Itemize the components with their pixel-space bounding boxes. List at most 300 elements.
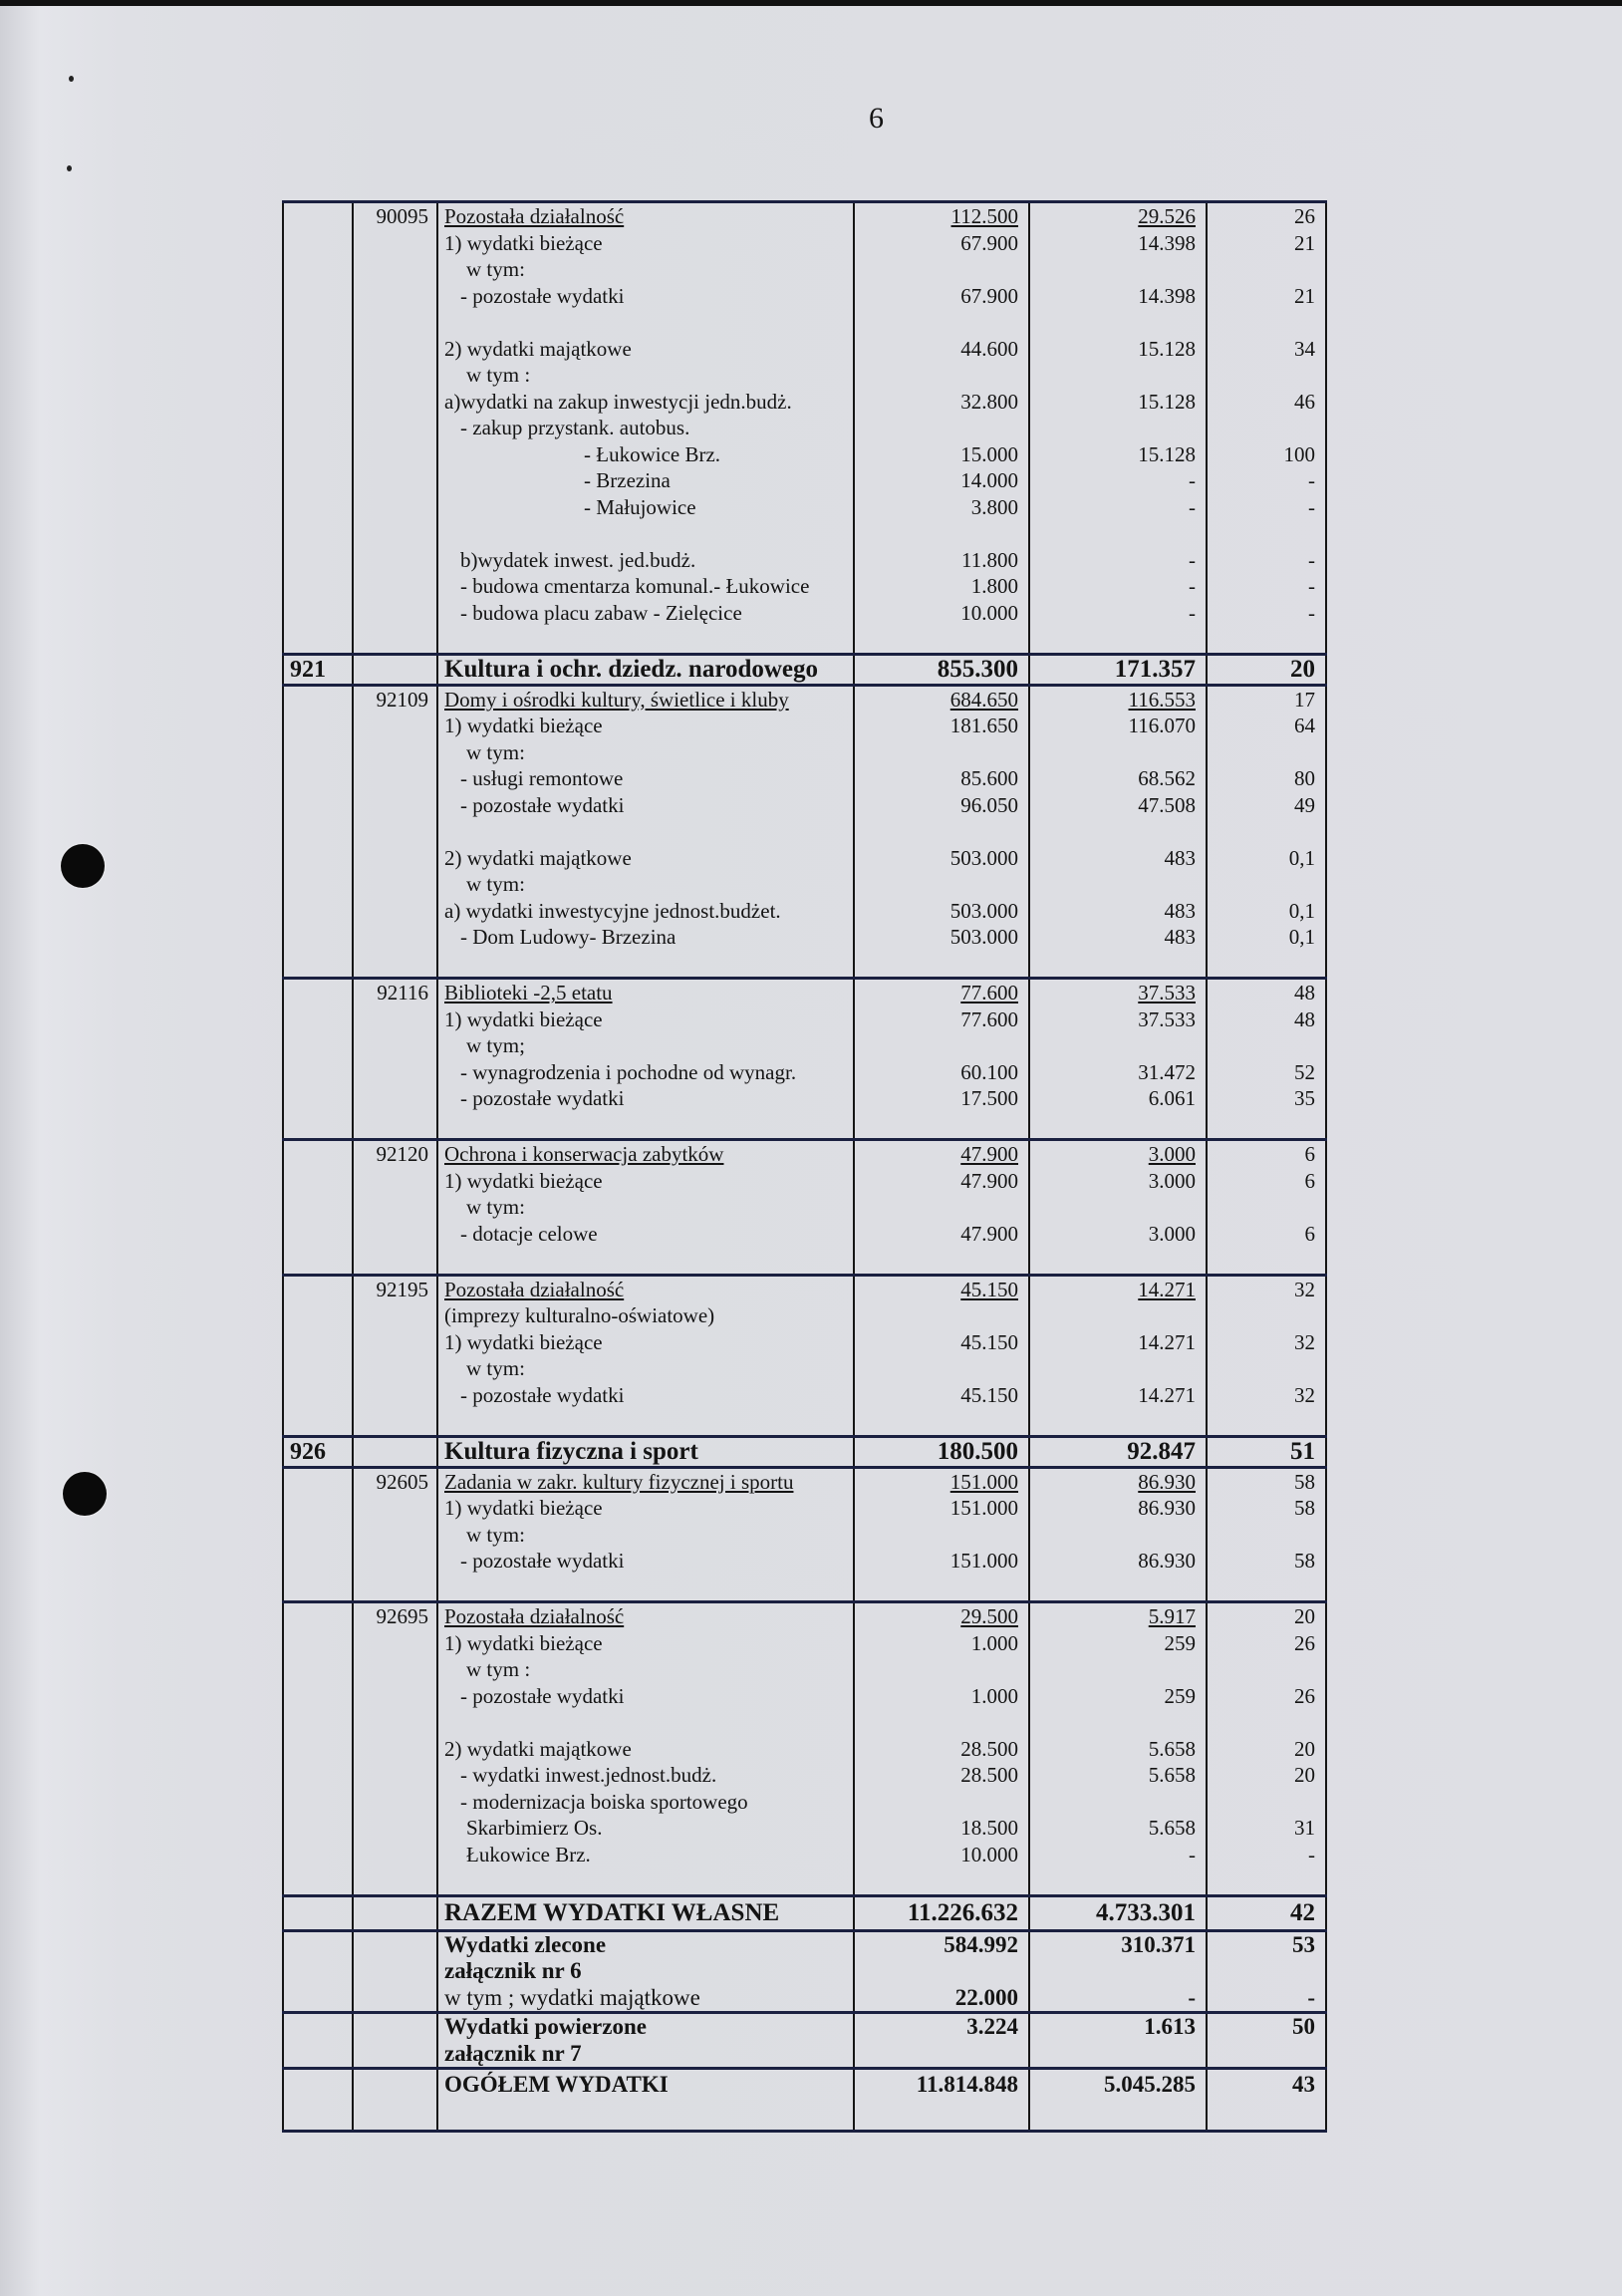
row-plan: 44.600	[960, 336, 1018, 361]
section-code-cell	[283, 1275, 353, 1436]
row-description: - budowa cmentarza komunal.- Łukowice	[460, 574, 810, 598]
total-percent-cell	[1207, 1930, 1326, 2013]
row-description: w tym:	[466, 1522, 525, 1547]
row-execution	[1030, 520, 1196, 547]
execution-cell	[1029, 1275, 1207, 1436]
powierzone-annex: załącznik nr 7	[444, 2040, 582, 2066]
empty-cell	[353, 654, 437, 685]
row-execution	[1030, 626, 1196, 653]
row-plan: 15.000	[960, 441, 1018, 466]
grand-total-execution: 5.045.285	[1104, 2072, 1196, 2097]
row-description: - pozostałe wydatki	[460, 1549, 625, 1573]
row-plan: 684.650	[949, 687, 1018, 712]
row-percent: 20	[1294, 1763, 1315, 1787]
subsection-code: 92109	[376, 687, 428, 712]
row-plan: 181.650	[949, 714, 1018, 737]
row-plan	[855, 1194, 1018, 1221]
row-description: 1) wydatki bieżące	[444, 1168, 603, 1193]
row-plan: 151.000	[949, 1496, 1018, 1520]
row-description	[444, 1709, 853, 1736]
row-description: b)wydatek inwest. jed.budż.	[460, 547, 696, 572]
row-plan	[855, 1656, 1018, 1683]
grand-total-label: OGÓŁEM WYDATKI	[444, 2072, 669, 2097]
row-execution: 3.000	[1148, 1221, 1196, 1246]
row-plan: 151.000	[949, 1549, 1018, 1573]
empty-cell	[353, 1436, 437, 1467]
row-description: a) wydatki inwestycyjne jednost.budżet.	[444, 898, 781, 923]
row-execution: 14.398	[1138, 230, 1196, 255]
blank	[1208, 2041, 1315, 2068]
row-description: (imprezy kulturalno-oświatowe)	[444, 1303, 715, 1327]
powierzone-label: Wydatki powierzone	[444, 2014, 647, 2039]
row-percent: 80	[1294, 766, 1315, 790]
row-percent	[1208, 362, 1315, 389]
blank	[855, 2099, 1018, 2126]
row-plan: 1.000	[970, 1630, 1018, 1655]
row-description: - zakup przystank. autobus.	[460, 416, 690, 439]
row-percent: 0,1	[1288, 845, 1315, 870]
row-execution	[1030, 1709, 1196, 1736]
empty-cell	[283, 2013, 353, 2069]
subsection-code-cell	[353, 685, 437, 979]
empty-cell	[283, 2069, 353, 2132]
row-plan: 151.000	[949, 1469, 1018, 1494]
row-plan: 3.800	[970, 494, 1018, 519]
description-cell	[437, 202, 854, 655]
row-description	[444, 818, 853, 845]
row-plan: 45.150	[960, 1277, 1018, 1301]
row-plan	[855, 1867, 1018, 1894]
total-percent-cell	[1207, 2069, 1326, 2132]
row-description	[444, 1575, 853, 1601]
subsection-row	[283, 979, 1326, 1140]
subsection-row	[283, 202, 1326, 655]
row-plan	[855, 520, 1018, 547]
total-percent-cell	[1207, 1895, 1326, 1930]
row-execution: 37.533	[1138, 981, 1196, 1004]
row-execution	[1030, 1032, 1196, 1059]
zlecone-execution: 310.371	[1121, 1931, 1196, 1957]
grand-total-plan: 11.814.848	[916, 2072, 1018, 2097]
row-plan: 96.050	[960, 792, 1018, 817]
row-execution: 483	[1164, 845, 1196, 870]
row-percent: 26	[1294, 1683, 1315, 1708]
row-description: 1) wydatki bieżące	[444, 714, 603, 737]
row-execution: 259	[1164, 1630, 1196, 1655]
row-description: a)wydatki na zakup inwestycji jedn.budż.	[444, 389, 792, 414]
subsection-code: 92120	[376, 1142, 428, 1166]
row-plan: 47.900	[960, 1142, 1018, 1166]
section-name: Kultura i ochr. dziedz. narodowego	[437, 654, 854, 685]
zlecone-sub-label: w tym ; wydatki majątkowe	[444, 1984, 700, 2010]
row-percent	[1208, 1194, 1315, 1221]
row-execution: 116.553	[1128, 687, 1196, 712]
section-percent: 20	[1207, 654, 1326, 685]
zlecone-percent: 53	[1292, 1931, 1315, 1957]
row-percent	[1208, 1656, 1315, 1683]
zlecone-label: Wydatki zlecone	[444, 1931, 607, 1957]
zlecone-row	[283, 1930, 1326, 2013]
row-plan: 45.150	[960, 1382, 1018, 1407]
row-description: Zadania w zakr. kultury fizycznej i sportu	[444, 1469, 794, 1494]
row-plan: 11.800	[961, 547, 1018, 572]
expenditure-table	[282, 200, 1327, 2133]
row-plan: 67.900	[960, 230, 1018, 255]
row-execution: 3.000	[1148, 1168, 1196, 1193]
row-percent	[1208, 1408, 1315, 1435]
row-plan: 10.000	[960, 600, 1018, 625]
row-plan: 10.000	[960, 1842, 1018, 1866]
blank	[444, 2099, 853, 2126]
subsection-row	[283, 685, 1326, 979]
total-label-cell	[437, 1930, 854, 2013]
row-description: 2) wydatki majątkowe	[444, 1736, 632, 1761]
row-description: Pozostała działalność	[444, 1277, 625, 1301]
total-plan-cell	[854, 2069, 1029, 2132]
section-code: 921	[283, 654, 353, 685]
row-percent: 64	[1294, 714, 1315, 737]
row-description: w tym;	[466, 1033, 525, 1057]
row-plan: 77.600	[960, 1006, 1018, 1031]
row-execution	[1030, 739, 1196, 766]
row-percent: 100	[1283, 441, 1315, 466]
subsection-code-cell	[353, 202, 437, 655]
row-execution: -	[1189, 468, 1196, 492]
row-description: 2) wydatki majątkowe	[444, 845, 632, 870]
row-plan: 18.500	[960, 1816, 1018, 1840]
description-cell	[437, 1602, 854, 1896]
section-code-cell	[283, 202, 353, 655]
row-execution	[1030, 1112, 1196, 1139]
row-percent: 20	[1294, 1736, 1315, 1761]
execution-cell	[1029, 979, 1207, 1140]
execution-cell	[1029, 685, 1207, 979]
row-percent: 32	[1294, 1277, 1315, 1301]
row-percent	[1208, 626, 1315, 653]
row-percent: 49	[1294, 792, 1315, 817]
row-description: - pozostałe wydatki	[460, 1382, 625, 1407]
execution-cell	[1029, 1140, 1207, 1276]
row-description	[444, 309, 853, 336]
empty-cell	[283, 1895, 353, 1930]
row-execution	[1030, 1302, 1196, 1329]
subsection-code-cell	[353, 1467, 437, 1602]
row-percent: 20	[1294, 1604, 1315, 1628]
row-percent: 58	[1294, 1496, 1315, 1520]
row-description	[444, 1247, 853, 1274]
speck	[69, 76, 74, 82]
row-percent	[1208, 871, 1315, 898]
description-cell	[437, 1140, 854, 1276]
row-execution: 5.658	[1148, 1816, 1196, 1840]
row-percent	[1208, 1032, 1315, 1059]
row-description: Domy i ośrodki kultury, świetlice i kluby	[444, 687, 789, 712]
row-description	[444, 520, 853, 547]
execution-cell	[1029, 202, 1207, 655]
total-percent-cell	[1207, 2013, 1326, 2069]
percent-cell	[1207, 979, 1326, 1140]
row-plan: 17.500	[960, 1086, 1018, 1110]
percent-cell	[1207, 1467, 1326, 1602]
row-description: - wynagrodzenia i pochodne od wynagr.	[460, 1059, 797, 1084]
section-name: Kultura fizyczna i sport	[437, 1436, 854, 1467]
row-percent: 26	[1294, 1630, 1315, 1655]
row-plan: 503.000	[949, 898, 1018, 923]
row-execution	[1030, 1247, 1196, 1274]
total-execution-cell	[1029, 2069, 1207, 2132]
row-execution	[1030, 1194, 1196, 1221]
total-execution: 4.733.301	[1096, 1898, 1196, 1926]
row-description: w tym:	[466, 1195, 525, 1219]
row-description: Pozostała działalność	[444, 204, 625, 228]
row-description	[444, 626, 853, 653]
plan-cell	[854, 1275, 1029, 1436]
total-label: RAZEM WYDATKI WŁASNE	[444, 1898, 780, 1926]
row-description	[444, 1112, 853, 1139]
subsection-code-cell	[353, 979, 437, 1140]
row-plan	[855, 1302, 1018, 1329]
total-execution-cell	[1029, 1930, 1207, 2013]
row-description: - wydatki inwest.jednost.budż.	[460, 1763, 717, 1787]
row-percent: -	[1308, 574, 1315, 598]
row-percent: 58	[1294, 1469, 1315, 1494]
row-description: - pozostałe wydatki	[460, 792, 625, 817]
row-description: 1) wydatki bieżące	[444, 1329, 603, 1354]
percent-cell	[1207, 1602, 1326, 1896]
row-description: Biblioteki -2,5 etatu	[444, 981, 613, 1004]
row-percent: 35	[1294, 1086, 1315, 1110]
plan-cell	[854, 979, 1029, 1140]
blank	[1208, 1958, 1315, 1985]
powierzone-execution: 1.613	[1144, 2014, 1196, 2039]
row-execution	[1030, 362, 1196, 389]
row-plan	[855, 1112, 1018, 1139]
row-execution: 15.128	[1138, 389, 1196, 414]
row-percent	[1208, 818, 1315, 845]
percent-cell	[1207, 202, 1326, 655]
row-description: - Łukowice Brz.	[584, 441, 721, 466]
row-plan: 47.900	[960, 1221, 1018, 1246]
row-percent: 52	[1294, 1059, 1315, 1084]
row-description: - Brzezina	[584, 468, 671, 492]
row-description: Ochrona i konserwacja zabytków	[444, 1142, 724, 1166]
speck	[67, 165, 72, 171]
row-percent: 0,1	[1288, 925, 1315, 949]
page-number: 6	[869, 102, 884, 135]
row-description	[444, 1408, 853, 1435]
row-description: 2) wydatki majątkowe	[444, 336, 632, 361]
row-plan: 32.800	[960, 389, 1018, 414]
row-percent: -	[1308, 468, 1315, 492]
row-plan	[855, 256, 1018, 283]
execution-cell	[1029, 1467, 1207, 1602]
row-plan: 67.900	[960, 283, 1018, 308]
row-description: w tym:	[466, 257, 525, 281]
blank	[1208, 2099, 1315, 2126]
row-percent	[1208, 415, 1315, 441]
row-percent	[1208, 951, 1315, 978]
punch-hole-icon	[63, 1472, 107, 1516]
row-plan: 47.900	[960, 1168, 1018, 1193]
row-description: - Dom Ludowy- Brzezina	[460, 925, 676, 949]
row-execution: 5.917	[1148, 1604, 1196, 1628]
row-plan	[855, 309, 1018, 336]
row-execution: 3.000	[1148, 1142, 1196, 1166]
row-execution: 5.658	[1148, 1763, 1196, 1787]
row-percent	[1208, 1709, 1315, 1736]
row-plan: 45.150	[960, 1329, 1018, 1354]
total-plan-cell	[854, 1895, 1029, 1930]
empty-cell	[353, 1930, 437, 2013]
section-execution: 171.357	[1029, 654, 1207, 685]
total-plan-cell	[854, 1930, 1029, 2013]
row-plan: 112.500	[950, 204, 1018, 228]
plan-cell	[854, 202, 1029, 655]
row-percent: 21	[1294, 230, 1315, 255]
row-percent	[1208, 256, 1315, 283]
section-code-cell	[283, 1467, 353, 1602]
row-execution: 15.128	[1138, 441, 1196, 466]
row-execution	[1030, 309, 1196, 336]
row-description: w tym :	[466, 1657, 531, 1681]
row-plan	[855, 951, 1018, 978]
row-execution: 15.128	[1138, 336, 1196, 361]
row-percent: -	[1308, 600, 1315, 625]
row-execution	[1030, 1575, 1196, 1601]
subsection-code-cell	[353, 1140, 437, 1276]
grand-total-row	[283, 2069, 1326, 2132]
row-execution: 14.271	[1138, 1382, 1196, 1407]
row-execution: 37.533	[1138, 1006, 1196, 1031]
row-percent	[1208, 1302, 1315, 1329]
row-percent	[1208, 1789, 1315, 1816]
row-percent: 6	[1304, 1142, 1315, 1166]
row-description: w tym:	[466, 1356, 525, 1380]
row-plan	[855, 1789, 1018, 1816]
description-cell	[437, 1467, 854, 1602]
punch-hole-icon	[61, 844, 105, 888]
subsection-code-cell	[353, 1275, 437, 1436]
section-code-cell	[283, 1602, 353, 1896]
subsection-row	[283, 1602, 1326, 1896]
row-plan: 503.000	[949, 845, 1018, 870]
section-header-row	[283, 654, 1326, 685]
row-description: - pozostałe wydatki	[460, 1683, 625, 1708]
section-header-row	[283, 1436, 1326, 1467]
row-description: w tym:	[466, 739, 525, 764]
blank	[1030, 2099, 1196, 2126]
row-percent	[1208, 1867, 1315, 1894]
row-description: Skarbimierz Os.	[466, 1816, 603, 1840]
row-description: 1) wydatki bieżące	[444, 1006, 603, 1031]
row-execution	[1030, 256, 1196, 283]
row-execution: 31.472	[1138, 1059, 1196, 1084]
row-execution: -	[1189, 547, 1196, 572]
row-execution	[1030, 1789, 1196, 1816]
empty-cell	[353, 1895, 437, 1930]
powierzone-row	[283, 2013, 1326, 2069]
row-percent	[1208, 1247, 1315, 1274]
row-description	[444, 1867, 853, 1894]
row-execution: 86.930	[1138, 1469, 1196, 1494]
row-percent: 48	[1294, 1006, 1315, 1031]
section-code-cell	[283, 979, 353, 1140]
zlecone-plan: 584.992	[944, 1931, 1018, 1957]
row-plan: 503.000	[949, 925, 1018, 949]
row-description: - Małujowice	[584, 494, 696, 519]
row-plan	[855, 1408, 1018, 1435]
powierzone-percent: 50	[1292, 2014, 1315, 2039]
total-percent: 42	[1290, 1898, 1315, 1926]
empty-cell	[353, 2069, 437, 2132]
row-plan: 60.100	[960, 1059, 1018, 1084]
row-plan: 85.600	[960, 766, 1018, 790]
zlecone-sub-execution: -	[1188, 1984, 1196, 2010]
zlecone-sub-percent: -	[1307, 1984, 1315, 2010]
row-percent: -	[1308, 547, 1315, 572]
row-execution	[1030, 871, 1196, 898]
row-execution: 86.930	[1138, 1496, 1196, 1520]
row-description: 1) wydatki bieżące	[444, 1630, 603, 1655]
subsection-code: 92605	[376, 1469, 428, 1494]
row-description: - modernizacja boiska sportowego	[460, 1789, 748, 1814]
row-percent: 46	[1294, 389, 1315, 414]
execution-cell	[1029, 1602, 1207, 1896]
row-plan: 14.000	[960, 468, 1018, 492]
row-execution: 483	[1164, 925, 1196, 949]
row-percent: 26	[1294, 204, 1315, 228]
percent-cell	[1207, 1140, 1326, 1276]
row-percent: 0,1	[1288, 898, 1315, 923]
row-plan	[855, 626, 1018, 653]
subsection-row	[283, 1275, 1326, 1436]
row-plan	[855, 1355, 1018, 1382]
row-plan: 1.800	[970, 574, 1018, 598]
powierzone-plan: 3.224	[966, 2014, 1018, 2039]
section-execution: 92.847	[1029, 1436, 1207, 1467]
section-code-cell	[283, 1140, 353, 1276]
total-plan-cell	[854, 2013, 1029, 2069]
empty-cell	[353, 2013, 437, 2069]
row-plan	[855, 1032, 1018, 1059]
row-description: Pozostała działalność	[444, 1604, 625, 1628]
row-description: - pozostałe wydatki	[460, 283, 625, 308]
row-description: - pozostałe wydatki	[460, 1086, 625, 1110]
grand-total-percent: 43	[1292, 2072, 1315, 2097]
subsection-code: 92116	[377, 981, 428, 1004]
blank	[1030, 1958, 1196, 1985]
section-code-cell	[283, 685, 353, 979]
row-plan: 1.000	[970, 1683, 1018, 1708]
row-description: - budowa placu zabaw - Zielęcice	[460, 600, 742, 625]
row-description	[444, 951, 853, 978]
section-code: 926	[283, 1436, 353, 1467]
row-percent	[1208, 1575, 1315, 1601]
subsection-code-cell	[353, 1602, 437, 1896]
row-plan	[855, 1709, 1018, 1736]
row-description: 1) wydatki bieżące	[444, 230, 603, 255]
row-percent: 34	[1294, 336, 1315, 361]
row-percent: -	[1308, 1842, 1315, 1866]
row-plan	[855, 871, 1018, 898]
row-execution: -	[1189, 600, 1196, 625]
row-description: w tym :	[466, 363, 531, 387]
description-cell	[437, 685, 854, 979]
row-execution: -	[1189, 1842, 1196, 1866]
row-execution	[1030, 951, 1196, 978]
total-execution-cell	[1029, 2013, 1207, 2069]
row-percent: 6	[1304, 1221, 1315, 1246]
